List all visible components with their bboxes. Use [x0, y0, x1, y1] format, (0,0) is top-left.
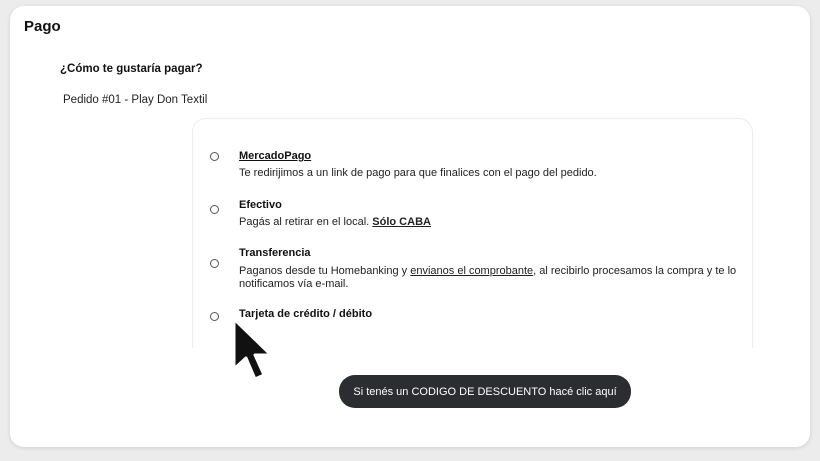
- option-title-mercadopago[interactable]: MercadoPago: [239, 150, 312, 162]
- option-title-tarjeta: Tarjeta de crédito / débito: [239, 308, 373, 320]
- option-desc-transferencia: [239, 265, 744, 291]
- mouse-pointer-icon: [228, 315, 280, 385]
- option-title-transferencia: Transferencia: [239, 247, 311, 259]
- option-highlight-caba: Sólo CABA: [372, 216, 431, 228]
- radio-mercadopago[interactable]: [210, 152, 219, 161]
- discount-code-button[interactable]: Si tenés un CODIGO DE DESCUENTO hacé clic aquí: [339, 375, 631, 408]
- option-desc-transferencia-after: , al recibirlo procesamos la compra y te lo notificamos vía e-mail.: [239, 265, 737, 290]
- option-desc-efectivo-text: Pagás al retirar en el local.: [239, 216, 370, 228]
- radio-tarjeta[interactable]: [210, 312, 219, 321]
- payment-question: ¿Cómo te gustaría pagar?: [60, 63, 203, 75]
- option-desc-mercadopago: Te redirijimos a un link de pago para que finalices con el pago del pedido.: [239, 167, 597, 179]
- payment-options-panel: [192, 118, 753, 348]
- page-title: Pago: [24, 18, 61, 35]
- send-receipt-link[interactable]: envianos el comprobante: [410, 265, 534, 277]
- option-title-efectivo: Efectivo: [239, 199, 282, 211]
- radio-transferencia[interactable]: [210, 259, 219, 268]
- order-label: Pedido #01 - Play Don Textil: [63, 94, 208, 106]
- option-desc-transferencia-before: Paganos desde tu Homebanking y: [239, 265, 408, 277]
- radio-efectivo[interactable]: [210, 205, 219, 214]
- option-desc-efectivo: [239, 216, 744, 229]
